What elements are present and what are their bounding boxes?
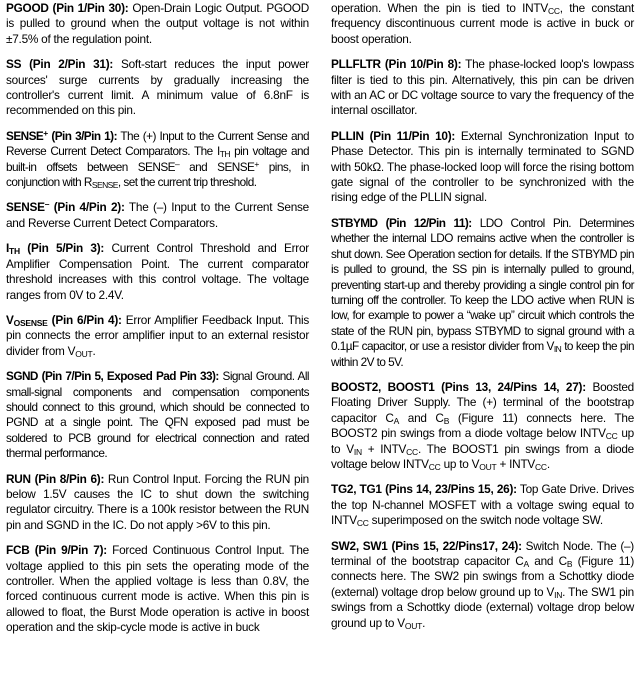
pin-sense-minus	[6, 200, 309, 231]
subscript: B	[443, 415, 450, 426]
description-text: . The BOOST1 pin swings from a diode voltage below INTV	[331, 441, 634, 471]
pin-ss	[6, 57, 309, 119]
pin-description	[331, 216, 634, 369]
pin-description: The (–) Input to the Current Sense and Reverse Current Detect Comparators.	[6, 200, 309, 230]
subscript: OUT	[404, 620, 423, 631]
pin-sgnd	[6, 369, 309, 461]
description-text: and C	[399, 410, 444, 425]
description-text: and SENSE	[179, 159, 255, 174]
subscript: OUT	[75, 348, 93, 359]
pin-run	[6, 472, 309, 534]
pin-name-text: (Pin 3/Pin 1):	[47, 128, 117, 143]
pin-name	[6, 200, 125, 214]
pin-ith	[6, 241, 309, 303]
pin-name	[6, 129, 117, 143]
description-text: Boosted Floating Driver Supply. The (+) terminal of the bootstrap capacitor C	[331, 379, 634, 425]
pin-name: BOOST2, BOOST1 (Pins 13, 24/Pins 14, 27):	[331, 379, 586, 394]
description-text: Error Amplifier Feedback Input. This pin connects the error amplifier input to an external resistor divider from V	[6, 312, 309, 358]
description-text: + INTV	[361, 441, 407, 456]
description-text: up to V	[440, 456, 480, 471]
description-text: superimposed on the switch node voltage SW.	[368, 513, 603, 528]
subscript: CC	[356, 518, 369, 529]
description-text: to keep the pin within 2V to 5V.	[331, 339, 635, 369]
subscript: CC	[548, 6, 560, 16]
superscript: –	[174, 158, 180, 169]
pin-name: SW2, SW1 (Pins 15, 22/Pins17, 24):	[331, 538, 522, 553]
right-column	[331, 1, 634, 631]
subscript: CC	[406, 446, 418, 457]
pin-name-text: I	[6, 241, 10, 256]
description-text: . The SW1 pin swings from a Schottky diode (external) voltage drop below ground up to V	[331, 584, 634, 630]
description-text: , set the current trip threshold.	[117, 175, 257, 190]
description-text: (Figure 11) connects here. The SW2 pin swings from a Schottky diode (external) voltage drop below ground up to V	[331, 554, 635, 599]
pin-description: Signal Ground. All small-signal components and compensation components should connect to this ground, which should be connected to PGND at a single point. The QFN exposed pad must be soldered to PCB ground for electrical connection and rated thermal performance.	[6, 369, 309, 461]
pin-name	[6, 241, 104, 255]
description-text: Switch Node. The (–) terminal of the bootstrap capacitor C	[331, 538, 634, 568]
subscript: CC	[535, 461, 547, 472]
pin-name: PLLIN (Pin 11/Pin 10):	[331, 128, 456, 143]
pin-pllfltr	[331, 57, 634, 119]
subscript: A	[523, 559, 529, 569]
description-text: and C	[528, 554, 567, 568]
subscript: A	[393, 415, 400, 426]
pin-fcb-continued	[331, 1, 634, 47]
pin-name-text: SENSE	[6, 128, 44, 143]
pin-pllin	[331, 129, 634, 206]
pin-description: Forced Continuous Control Input. The voltage applied to this pin sets the operating mode of the controller. When the applied voltage is less than 0.8V, the forced continuous current mode is active. When this pin is allowed to float, the Burst Mode operation is active in boost operation and the skip-cycle mode is active in buck	[6, 543, 309, 635]
description-text: .	[92, 343, 96, 358]
description-text: up to V	[331, 426, 634, 456]
subscript: IN	[554, 589, 563, 600]
pin-name: STBYMD (Pin 12/Pin 11):	[331, 215, 472, 230]
description-text: , the constant frequency discontinuous current mode is active in buck or boost operation.	[331, 1, 635, 46]
subscript: IN	[353, 446, 362, 457]
pin-description: Current Control Threshold and Error Amplifier Compensation Point. The current comparator threshold increases with this control voltage. The voltage ranges from 0V to 2.4V.	[6, 241, 309, 302]
subscript: OSENSE	[13, 317, 48, 328]
description-text: The (+) Input to the Current Sense and Reverse Current Detect Comparators. The I	[6, 128, 309, 159]
pin-sense-plus	[6, 129, 309, 191]
description-text: Top Gate Drive. Drives the top N-channel MOSFET with a voltage swing equal to INTV	[331, 482, 634, 528]
pin-vosense	[6, 313, 309, 359]
pin-description: External Synchronization Input to Phase Detector. This pin is internally terminated to SGND with 50kΩ. The phase-locked loop will force the rising bottom gate signal of the controller to be synchronized with the rising edge of the PLLIN signal.	[331, 128, 634, 205]
subscript: CC	[605, 431, 618, 442]
pin-pgood	[6, 1, 309, 47]
description-text: .	[422, 615, 426, 630]
pin-name-text: V	[6, 312, 14, 327]
subscript: SENSE	[91, 180, 118, 191]
description-text: LDO Control Pin. Determines whether the internal LDO remains active when the controller is shut down. See Operation section for details. If the STBYMD pin is pulled to ground, the SS pin is internally pulled to ground, preventing start-up and thereby providing a single control pin for turning off the controller. To keep the LDO active when RUN is low, for example to power a “wake up” circuit which controls the state of the RUN pin, bypass STBYMD to signal ground with a 0.1µF capacitor, or use a resistor divider from V	[331, 215, 634, 354]
left-column	[6, 1, 309, 636]
pin-fcb	[6, 543, 309, 635]
pin-name: SS (Pin 2/Pin 31):	[6, 57, 114, 72]
description-text: .	[546, 456, 550, 471]
description-text: pin voltage and built-in offsets between SENSE	[6, 144, 309, 174]
subscript: TH	[219, 149, 230, 160]
description-text: pins, in conjunction with R	[6, 159, 310, 190]
pin-name: RUN (Pin 8/Pin 6):	[6, 471, 105, 486]
subscript: IN	[553, 344, 562, 355]
subscript: B	[566, 559, 573, 569]
superscript: +	[254, 158, 259, 169]
pin-name: PLLFLTR (Pin 10/Pin 8):	[331, 57, 462, 72]
pin-name-text: (Pin 5/Pin 3):	[19, 241, 105, 256]
pin-name-text: (Pin 4/Pin 2):	[49, 200, 125, 215]
description-text: operation. When the pin is tied to INTV	[331, 1, 548, 15]
pin-description: The phase-locked loop's lowpass filter is tied to this pin. Alternatively, this pin can be driven with an AC or DC voltage source to vary the frequency of the internal oscillator.	[331, 57, 634, 118]
pin-name-text: SENSE	[6, 200, 45, 215]
subscript: CC	[428, 461, 441, 472]
description-text: (Figure 11) connects here. The BOOST2 pin swings from a diode voltage below INTV	[331, 410, 634, 441]
pin-stbymd	[331, 216, 634, 370]
pin-name: TG2, TG1 (Pins 14, 23/Pins 15, 26):	[331, 482, 517, 497]
subscript: OUT	[479, 461, 497, 472]
pin-name: SGND (Pin 7/Pin 5, Exposed Pad Pin 33):	[6, 369, 219, 384]
pin-name: FCB (Pin 9/Pin 7):	[6, 543, 107, 558]
pin-boost	[331, 380, 634, 472]
pin-description: Open-Drain Logic Output. PGOOD is pulled to ground when the output voltage is not within ±7.5% of the regulation point.	[6, 1, 309, 46]
pin-name-text: (Pin 6/Pin 4):	[47, 312, 122, 327]
pin-tg	[331, 482, 634, 528]
pin-description: Soft-start reduces the input power sources' surge currents by gradually increasing the controller's current limit. A minimum value of 6.8nF is recommended on this pin.	[6, 57, 309, 118]
pin-description: Run Control Input. Forcing the RUN pin below 1.5V causes the IC to shut down the switching regulator circuitry. There is a 100k resistor between the RUN pin and SGND in the IC. Do not apply >6V to this pin.	[6, 471, 309, 532]
superscript: –	[44, 199, 50, 210]
pin-name	[6, 313, 122, 327]
pin-name: PGOOD (Pin 1/Pin 30):	[6, 1, 129, 15]
superscript: +	[43, 127, 48, 138]
description-text: + INTV	[496, 456, 536, 471]
subscript: TH	[9, 246, 20, 257]
pin-sw	[331, 539, 634, 631]
